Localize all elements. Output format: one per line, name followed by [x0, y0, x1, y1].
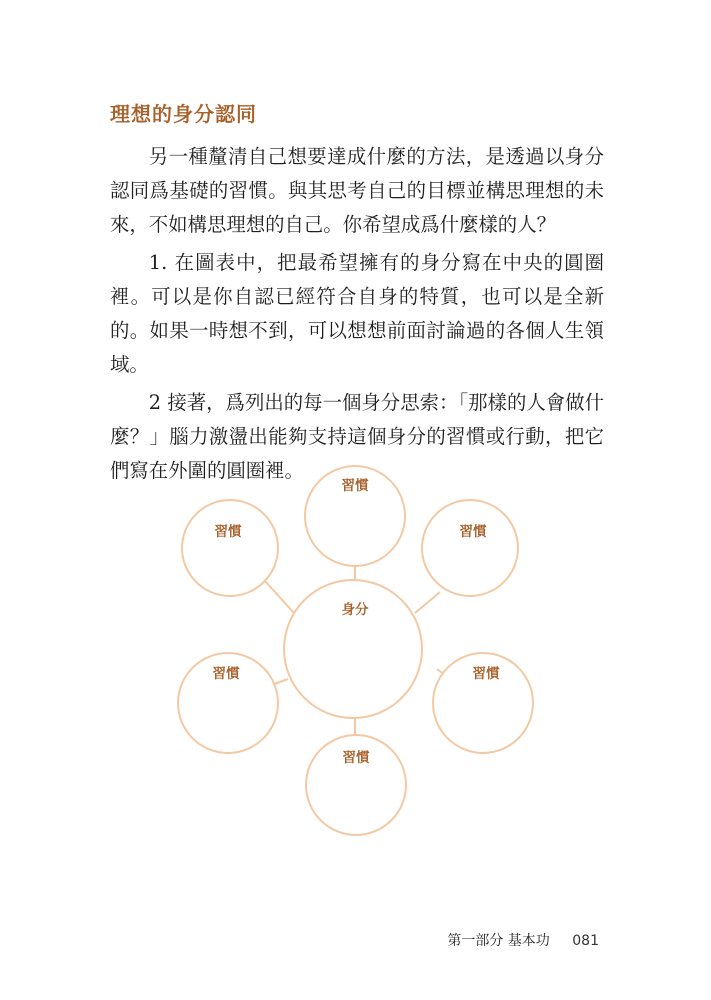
outer-label-bottom: 習慣	[342, 750, 370, 766]
identity-habit-diagram	[160, 460, 550, 880]
body-text	[110, 140, 604, 492]
outer-circle-upper-right	[422, 500, 518, 596]
diagram-svg	[160, 460, 550, 880]
center-label: 身分	[341, 602, 369, 618]
outer-label-upper-right: 習慣	[459, 524, 487, 540]
outer-label-lower-left: 習慣	[212, 666, 240, 682]
paragraph-step-2: 2 接著，爲列出的每一個身分思索：「那樣的人會做什麼？」腦力激盪出能夠支持這個身分的習慣或行動，把它們寫在外圍的圓圈裡。	[110, 391, 604, 482]
running-footer-part: 第一部分 基本功	[447, 933, 550, 949]
outer-label-top: 習慣	[341, 478, 369, 494]
paragraph-step-1: 1. 在圖表中，把最希望擁有的身分寫在中央的圓圈裡。可以是你自認已經符合自身的特質，也可以是全新的。如果一時想不到，可以想想前面討論過的各個人生領域。	[110, 251, 604, 376]
outer-label-upper-left: 習慣	[214, 524, 242, 540]
section-title: 理想的身分認同	[110, 102, 257, 126]
connector-upper-right	[415, 592, 440, 613]
page-number: 081	[572, 933, 599, 949]
center-circle	[284, 580, 422, 718]
outer-label-lower-right: 習慣	[472, 666, 500, 682]
page-footer	[447, 930, 599, 950]
paragraph-intro: 另一種釐清自己想要達成什麼的方法，是透過以身分認同爲基礎的習慣。與其思考自己的目標並構思理想的未來，不如構思理想的自己。你希望成爲什麼樣的人？	[110, 145, 604, 236]
outer-circle-upper-left	[182, 500, 278, 596]
